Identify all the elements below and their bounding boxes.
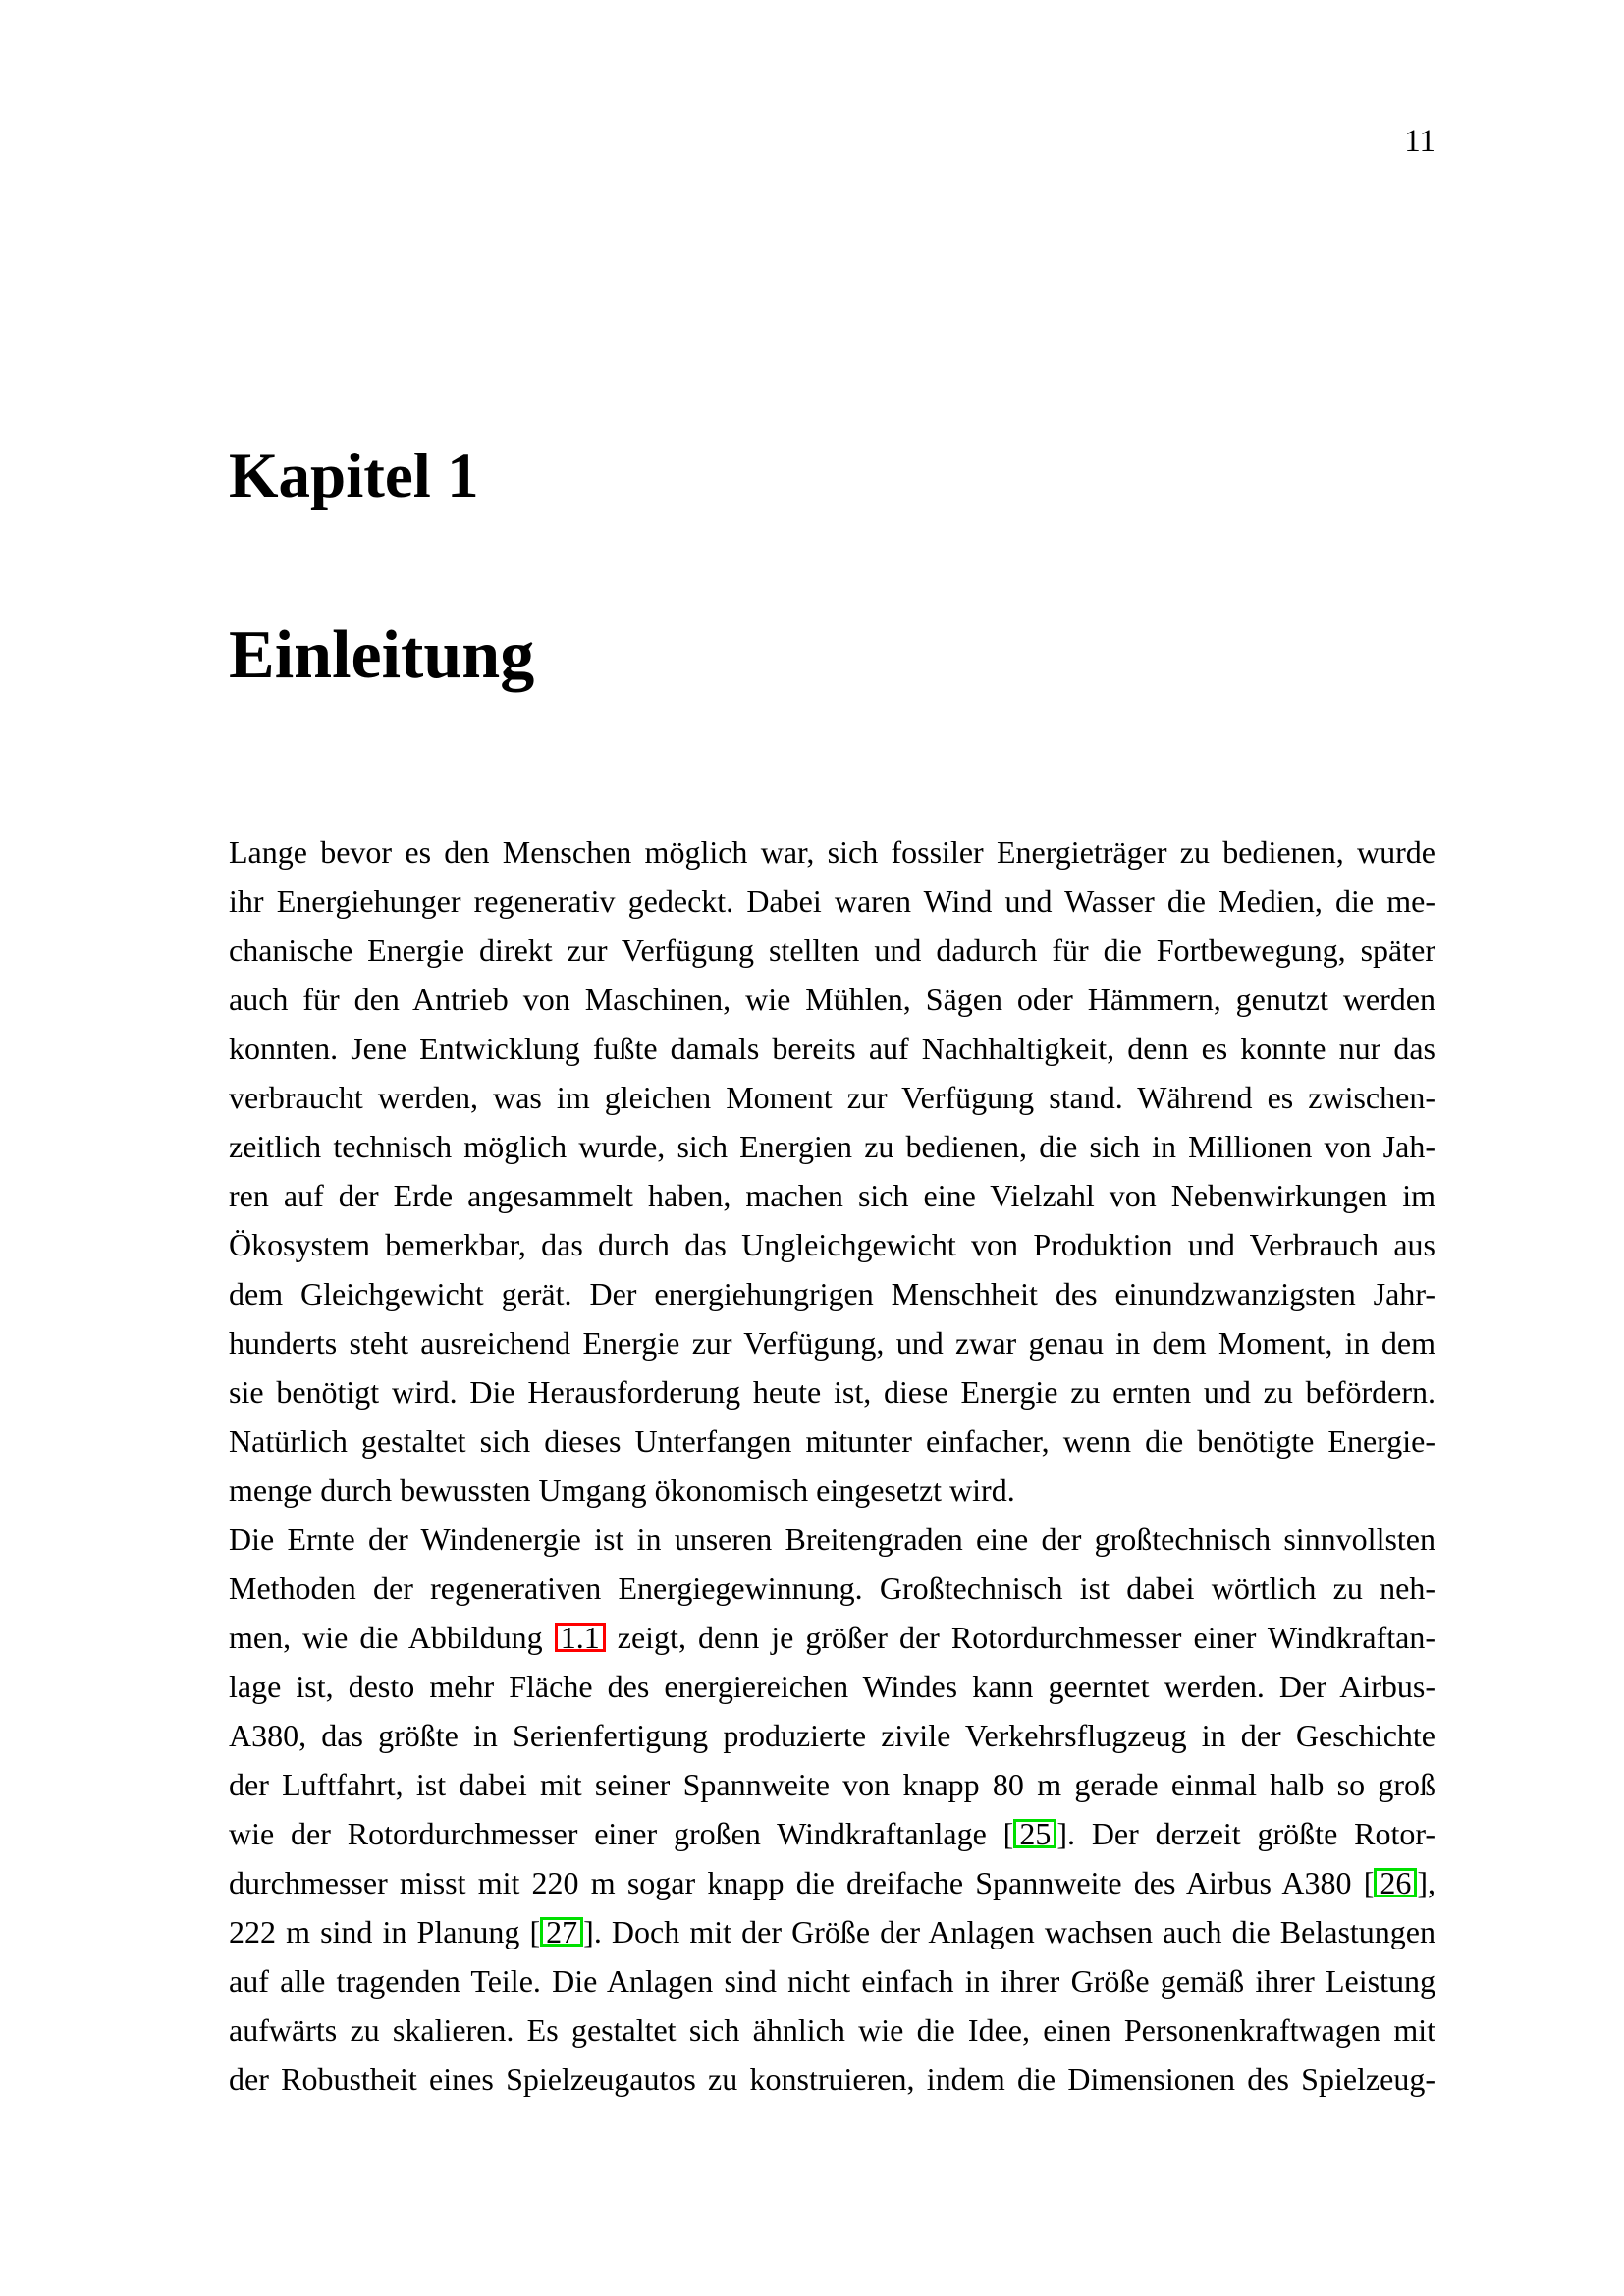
citation-reference-link[interactable]: 27 <box>540 1917 583 1947</box>
chapter-title: Einleitung <box>229 617 535 693</box>
text-line: 222 m sind in Planung [ 27 ]. Doch mit der Größe der Anlagen wachsen auch die Belastungen <box>229 1914 1435 1949</box>
text-line: auf alle tragenden Teile. Die Anlagen sind nicht einfach in ihrer Größe gemäß ihrer Leistung <box>229 1963 1435 1999</box>
text-line: dem Gleichgewicht gerät. Der energiehungrigen Menschheit des einundzwanzigsten Jahr- <box>229 1276 1435 1311</box>
text-line: wie der Rotordurchmesser einer großen Windkraftanlage [ 25 ]. Der derzeit größte Rotor- <box>229 1816 1436 1851</box>
text-line: durchmesser misst mit 220 m sogar knapp die dreifache Spannweite des Airbus A380 [ 26 ], <box>229 1865 1435 1900</box>
text-line: chanische Energie direkt zur Verfügung stellten und dadurch für die Fortbewegung, später <box>229 933 1435 968</box>
text-line: aufwärts zu skalieren. Es gestaltet sich ähnlich wie die Idee, einen Personenkraftwagen mit <box>229 2012 1435 2048</box>
body-text <box>229 828 1435 2104</box>
chapter-kicker: Kapitel 1 <box>229 441 479 511</box>
text-line: hunderts steht ausreichend Energie zur Verfügung, und zwar genau in dem Moment, in dem <box>229 1325 1435 1361</box>
page-number: 11 <box>1404 124 1435 159</box>
text-line: auch für den Antrieb von Maschinen, wie Mühlen, Sägen oder Hämmern, genutzt werden <box>229 982 1435 1017</box>
text-line: menge durch bewussten Umgang ökonomisch eingesetzt wird. <box>229 1472 1015 1508</box>
citation-reference-link[interactable]: 25 <box>1013 1819 1056 1848</box>
text-line: sie benötigt wird. Die Herausforderung heute ist, diese Energie zu ernten und zu befördern. <box>229 1374 1435 1410</box>
text-line: men, wie die Abbildung 1.1 zeigt, denn je größer der Rotordurchmesser einer Windkraftan- <box>229 1620 1435 1655</box>
text-line: verbraucht werden, was im gleichen Moment zur Verfügung stand. Während es zwischen- <box>229 1080 1435 1115</box>
text-line: zeitlich technisch möglich wurde, sich Energien zu bedienen, die sich in Millionen von Jah- <box>229 1129 1435 1164</box>
text-line: konnten. Jene Entwicklung fußte damals bereits auf Nachhaltigkeit, denn es konnte nur das <box>229 1031 1435 1066</box>
figure-reference-link[interactable]: 1.1 <box>555 1623 606 1652</box>
text-line: Ökosystem bemerkbar, das durch das Ungleichgewicht von Produktion und Verbrauch aus <box>229 1227 1435 1262</box>
text-line: Die Ernte der Windenergie ist in unseren Breitengraden eine der großtechnisch sinnvollsten <box>229 1522 1435 1557</box>
text-line: Methoden der regenerativen Energiegewinnung. Großtechnisch ist dabei wörtlich zu neh- <box>229 1571 1435 1606</box>
text-line: Natürlich gestaltet sich dieses Unterfangen mitunter einfacher, wenn die benötigte Energie- <box>229 1423 1435 1459</box>
text-line: ren auf der Erde angesammelt haben, machen sich eine Vielzahl von Nebenwirkungen im <box>229 1178 1435 1213</box>
text-line: der Luftfahrt, ist dabei mit seiner Spannweite von knapp 80 m gerade einmal halb so groß <box>229 1767 1435 1802</box>
text-line: ihr Energiehunger regenerativ gedeckt. Dabei waren Wind und Wasser die Medien, die me- <box>229 883 1435 919</box>
citation-reference-link[interactable]: 26 <box>1374 1868 1417 1897</box>
text-line: Lange bevor es den Menschen möglich war, sich fossiler Energieträger zu bedienen, wurde <box>229 834 1435 870</box>
text-line: lage ist, desto mehr Fläche des energiereichen Windes kann geerntet werden. Der Airbus- <box>229 1669 1435 1704</box>
text-line: A380, das größte in Serienfertigung produzierte zivile Verkehrsflugzeug in der Geschichte <box>229 1718 1435 1753</box>
text-line: der Robustheit eines Spielzeugautos zu konstruieren, indem die Dimensionen des Spielzeug- <box>229 2061 1435 2097</box>
